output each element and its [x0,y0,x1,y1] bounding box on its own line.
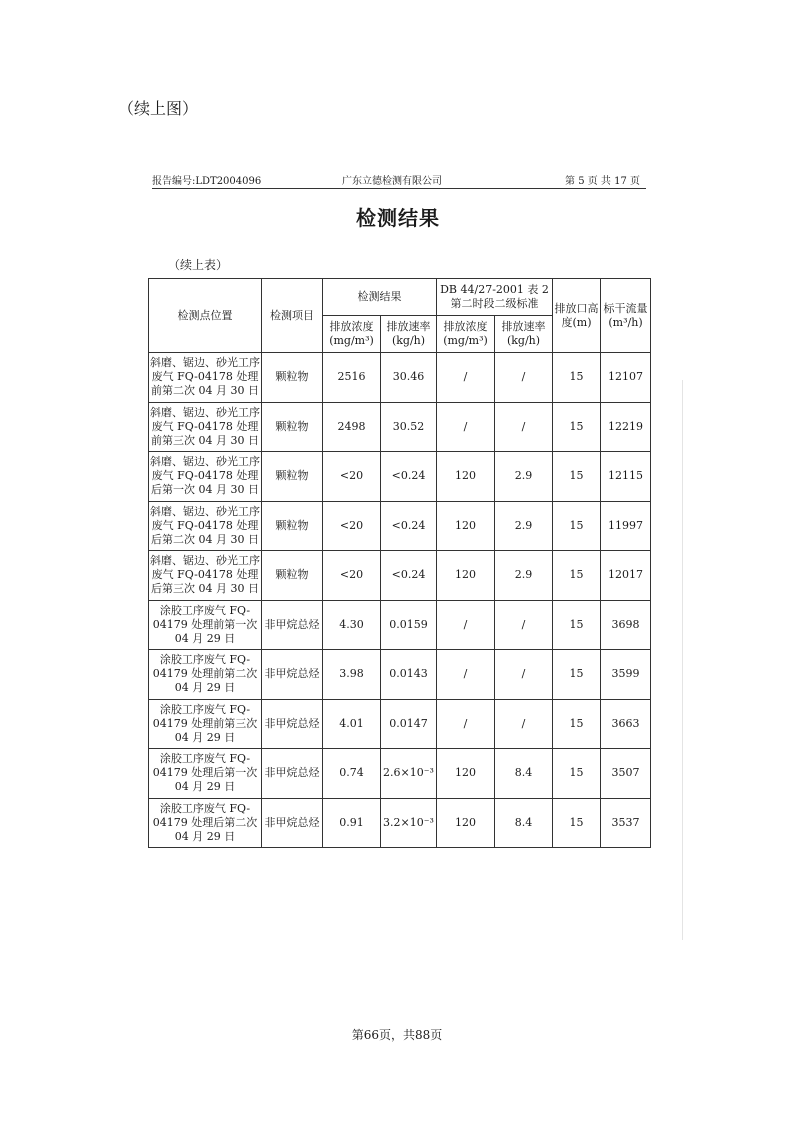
results-table [148,278,651,848]
cell-rate: 0.0143 [381,650,437,700]
scanned-report-page [146,160,650,880]
report-header [152,172,646,189]
table-row [149,501,651,551]
report-number: 报告编号:LDT2004096 [152,176,262,187]
page-footer: 第66页，共88页 [351,1028,443,1042]
table-row [149,551,651,601]
continued-caption: （续上图） [118,99,199,118]
table-row [149,699,651,749]
header-standard-rate-unit: (kg/h) [506,334,541,347]
cell-conc: 4.30 [323,600,381,650]
header-result-rate [381,316,437,353]
table-continued-caption: （续上表） [168,258,229,272]
cell-std-conc: 120 [437,501,495,551]
cell-flow: 12115 [601,452,651,502]
header-result-conc-label: 排放浓度 [329,320,374,333]
cell-flow: 12107 [601,353,651,403]
cell-location: 斜磨、锯边、砂光工序废气 FQ-04178 处理前第三次 04 月 30 日 [149,402,262,452]
cell-std-conc: / [437,699,495,749]
cell-flow: 3663 [601,699,651,749]
header-standard-rate [495,316,553,353]
cell-location: 涂胶工序废气 FQ-04179 处理前第一次 04 月 29 日 [149,600,262,650]
cell-std-rate: / [495,402,553,452]
report-page-number: 第 5 页 共 17 页 [565,176,640,187]
cell-height: 15 [553,452,601,502]
header-flow-unit: (m³/h) [608,315,643,329]
cell-flow: 12017 [601,551,651,601]
table-row [149,749,651,799]
header-flow [601,279,651,353]
cell-item: 颗粒物 [262,551,323,601]
header-result-rate-label: 排放速率 [386,320,431,333]
cell-conc: 2498 [323,402,381,452]
cell-std-conc: 120 [437,798,495,848]
header-results-group: 检测结果 [323,279,437,316]
cell-conc: 4.01 [323,699,381,749]
cell-rate: 0.0147 [381,699,437,749]
cell-location: 斜磨、锯边、砂光工序废气 FQ-04178 处理后第二次 04 月 30 日 [149,501,262,551]
header-standard-conc [437,316,495,353]
header-standard-group: DB 44/27-2001 表 2 第二时段二级标准 [437,279,553,316]
cell-item: 颗粒物 [262,402,323,452]
cell-std-conc: / [437,402,495,452]
header-standard-conc-label: 排放浓度 [443,320,488,333]
header-result-conc-unit: (mg/m³) [329,334,374,347]
cell-std-rate: 8.4 [495,749,553,799]
cell-rate: <0.24 [381,452,437,502]
cell-conc: <20 [323,551,381,601]
cell-location: 涂胶工序废气 FQ-04179 处理前第三次 04 月 29 日 [149,699,262,749]
cell-height: 15 [553,749,601,799]
header-flow-label: 标干流量 [603,301,648,315]
cell-std-rate: / [495,353,553,403]
header-item: 检测项目 [262,279,323,353]
scan-edge-line [682,380,683,940]
cell-height: 15 [553,699,601,749]
cell-location: 涂胶工序废气 FQ-04179 处理后第二次 04 月 29 日 [149,798,262,848]
cell-height: 15 [553,551,601,601]
cell-conc: 0.91 [323,798,381,848]
header-standard-rate-label: 排放速率 [501,320,546,333]
page-title: 检测结果 [356,206,440,230]
table-row [149,402,651,452]
table-row [149,650,651,700]
cell-height: 15 [553,600,601,650]
header-result-rate-unit: (kg/h) [391,334,426,347]
table-row [149,353,651,403]
cell-conc: <20 [323,452,381,502]
cell-rate: 30.52 [381,402,437,452]
cell-height: 15 [553,501,601,551]
cell-item: 非甲烷总烃 [262,749,323,799]
cell-rate: 0.0159 [381,600,437,650]
cell-std-rate: / [495,699,553,749]
cell-height: 15 [553,798,601,848]
cell-rate: 2.6×10⁻³ [381,749,437,799]
cell-conc: 2516 [323,353,381,403]
table-row [149,452,651,502]
cell-std-conc: / [437,600,495,650]
cell-std-conc: / [437,353,495,403]
cell-std-rate: 8.4 [495,798,553,848]
cell-flow: 3507 [601,749,651,799]
cell-conc: 0.74 [323,749,381,799]
cell-item: 非甲烷总烃 [262,600,323,650]
table-row [149,798,651,848]
cell-flow: 3599 [601,650,651,700]
cell-location: 斜磨、锯边、砂光工序废气 FQ-04178 处理后第三次 04 月 30 日 [149,551,262,601]
cell-std-conc: / [437,650,495,700]
cell-rate: <0.24 [381,551,437,601]
cell-std-rate: 2.9 [495,551,553,601]
cell-std-conc: 120 [437,551,495,601]
cell-location: 斜磨、锯边、砂光工序废气 FQ-04178 处理后第一次 04 月 30 日 [149,452,262,502]
cell-item: 颗粒物 [262,501,323,551]
cell-height: 15 [553,353,601,403]
cell-item: 非甲烷总烃 [262,699,323,749]
cell-flow: 3698 [601,600,651,650]
cell-conc: 3.98 [323,650,381,700]
cell-std-conc: 120 [437,452,495,502]
header-standard-conc-unit: (mg/m³) [443,334,488,347]
header-location: 检测点位置 [149,279,262,353]
cell-location: 涂胶工序废气 FQ-04179 处理前第二次 04 月 29 日 [149,650,262,700]
cell-location: 涂胶工序废气 FQ-04179 处理后第一次 04 月 29 日 [149,749,262,799]
table-row [149,600,651,650]
cell-flow: 12219 [601,402,651,452]
company-name: 广东立德检测有限公司 [342,176,442,187]
cell-conc: <20 [323,501,381,551]
cell-location: 斜磨、锯边、砂光工序废气 FQ-04178 处理前第二次 04 月 30 日 [149,353,262,403]
cell-height: 15 [553,402,601,452]
cell-rate: 3.2×10⁻³ [381,798,437,848]
cell-flow: 3537 [601,798,651,848]
cell-item: 颗粒物 [262,452,323,502]
cell-height: 15 [553,650,601,700]
cell-item: 颗粒物 [262,353,323,403]
cell-std-rate: / [495,600,553,650]
cell-flow: 11997 [601,501,651,551]
cell-item: 非甲烷总烃 [262,798,323,848]
cell-rate: 30.46 [381,353,437,403]
header-result-conc [323,316,381,353]
cell-std-rate: 2.9 [495,501,553,551]
cell-std-conc: 120 [437,749,495,799]
cell-rate: <0.24 [381,501,437,551]
cell-std-rate: / [495,650,553,700]
cell-std-rate: 2.9 [495,452,553,502]
cell-item: 非甲烷总烃 [262,650,323,700]
header-outlet-height: 排放口高度(m) [553,279,601,353]
